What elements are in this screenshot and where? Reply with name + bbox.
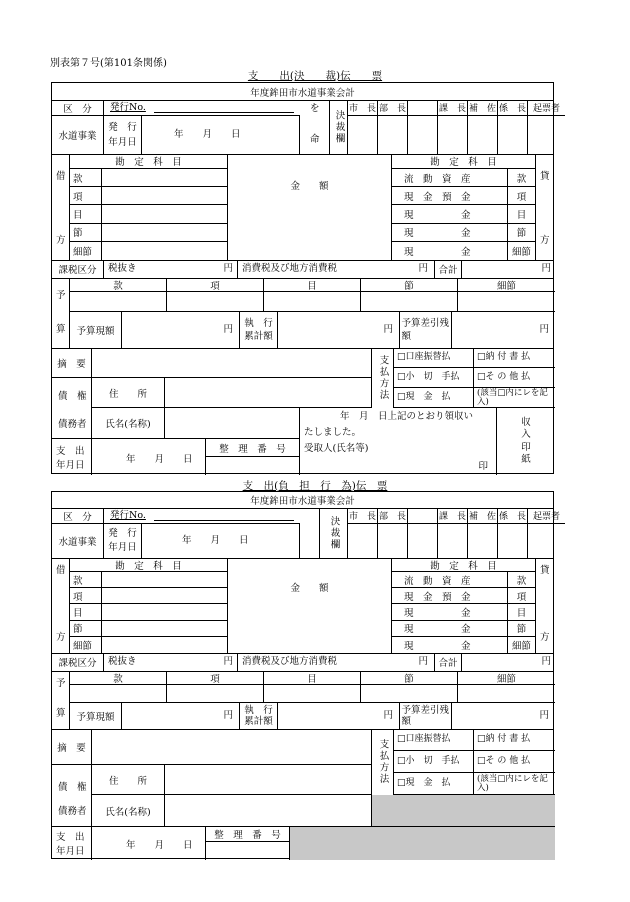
debit-kamoku-header: 勘 定 科 目 (70, 154, 228, 169)
form1-header-band (52, 100, 560, 155)
kessai-ran-label: 決裁欄 (330, 100, 348, 154)
budget-field[interactable] (167, 685, 264, 702)
suido-jigyo-label: 水道事業 (52, 116, 104, 154)
payment-note: (該当□内にレを記入) (477, 388, 548, 407)
yosan-sashihiki-label: 予算差引残 額 (401, 704, 469, 727)
credit-account-label: 流 動 資 産 (392, 572, 508, 588)
gokei-label: 合計 (434, 260, 462, 278)
debit-account-field[interactable] (102, 621, 228, 637)
yosan-column: 予 算 (52, 278, 70, 348)
credit-level-label: 節 (508, 621, 536, 637)
shishutsu-date-label: 支 出年月日 (52, 826, 92, 860)
gokei-field[interactable]: 円 (541, 656, 551, 667)
shaded-area (290, 826, 555, 860)
gokei-label: 合計 (434, 653, 462, 671)
debit-level-label: 目 (70, 604, 102, 620)
credit-account-label: 現 金 (392, 604, 508, 620)
tekiyo-field[interactable] (92, 729, 372, 765)
approver-stamp-area (348, 100, 560, 154)
credit-level-label: 節 (508, 224, 536, 242)
debit-account-field[interactable] (102, 187, 228, 205)
budget-level-label: 細節 (458, 671, 555, 685)
payment-options (394, 348, 555, 408)
kingaku-column[interactable]: 金 額 (228, 558, 392, 653)
credit-level-label: 款 (508, 169, 536, 187)
form2-voucher (51, 491, 560, 859)
shikko-ruikei-field[interactable]: 円 (278, 703, 400, 729)
form1-budget-band (52, 278, 553, 349)
form2-tax-row (52, 653, 553, 672)
approver-stamp-box[interactable] (378, 524, 408, 558)
credit-level-label: 項 (508, 187, 536, 205)
credit-level-label: 細節 (508, 637, 536, 653)
saimusha-label: 債 権 債務者 (52, 378, 92, 438)
approver-label (408, 508, 438, 524)
shishutsu-date-field[interactable]: 年 月 日 (92, 826, 206, 860)
hakko-date-label: 発 行年月日 (104, 524, 142, 558)
form1-voucher (51, 82, 560, 474)
form-reference-note: 別表第７号(第101条関係) (50, 58, 167, 69)
zeinuki-field[interactable]: 税抜き 円 (104, 653, 238, 671)
payment-options (394, 729, 555, 795)
debit-level-label: 節 (70, 621, 102, 637)
seiri-bango-field[interactable] (206, 457, 300, 475)
credit-account-label: 流 動 資 産 (392, 169, 508, 187)
debit-level-label: 節 (70, 224, 102, 242)
debit-account-field[interactable] (102, 205, 228, 223)
shimei-label: 氏名(名称) (105, 419, 151, 430)
form2-budget-band (52, 671, 553, 730)
debit-account-field[interactable] (102, 169, 228, 187)
yosan-gengaku-label: 予算現額 (70, 703, 122, 729)
debit-level-label: 項 (70, 588, 102, 604)
payment-option[interactable]: □納 付 書 払 (474, 729, 555, 751)
tekiyo-label: 摘 要 (52, 348, 92, 378)
approver-stamp-box[interactable] (528, 524, 565, 558)
receipt-area[interactable]: 年 月 日上記のとおり領収い たしました。 受取人(氏名等) 印 (304, 411, 488, 472)
credit-level-label: 目 (508, 205, 536, 223)
payment-option[interactable]: □納 付 書 払 (474, 348, 555, 368)
shohizei-field[interactable]: 消費税及び地方消費税 円 (242, 263, 428, 274)
debit-level-label: 款 (70, 169, 102, 187)
credit-kamoku-header: 勘 定 科 目 (392, 154, 536, 169)
budget-level-label: 項 (167, 278, 264, 292)
credit-account-label: 現 金 預 金 (392, 588, 508, 604)
credit-account-label: 現 金 (392, 224, 508, 242)
approver-label: 起票者 (528, 100, 565, 116)
approver-stamp-box[interactable] (498, 116, 528, 154)
approver-stamp-box[interactable] (378, 116, 408, 154)
kazei-kubun-label: 課税区分 (52, 260, 104, 278)
approver-stamp-box[interactable] (438, 524, 468, 558)
shaded-area (372, 795, 555, 826)
budget-field[interactable] (264, 292, 361, 311)
approver-stamp-box[interactable] (348, 524, 378, 558)
form1-org-title: 年度鉾田市水道事業会計 (52, 83, 553, 101)
saimusha-label: 債 権 債務者 (52, 765, 92, 826)
kubun-label: 区 分 (52, 100, 104, 116)
debit-rows (70, 169, 228, 260)
shishutsu-date-field[interactable]: 年 月 日 (92, 438, 206, 475)
kubun-label: 区 分 (52, 508, 104, 524)
approver-label: 係 長 (498, 100, 528, 116)
approver-stamp-box[interactable] (408, 116, 438, 154)
credit-level-label: 款 (508, 572, 536, 588)
approver-label: 補 佐 (468, 100, 498, 116)
debit-level-label: 細節 (70, 637, 102, 653)
approver-label: 課 長 (438, 100, 468, 116)
hakko-no-field[interactable]: 発行No. (104, 100, 300, 116)
tekiyo-label: 摘 要 (52, 729, 92, 765)
form2-account-band (52, 558, 553, 654)
budget-grid (70, 278, 555, 312)
gokei-field[interactable]: 円 (541, 263, 551, 274)
budget-level-label: 款 (70, 671, 167, 685)
hakko-date-field[interactable]: 年 月 日 (142, 524, 300, 558)
debit-level-label: 項 (70, 187, 102, 205)
shiharai-hoho-label: 支払方法 (372, 348, 394, 408)
zeinuki-field[interactable]: 税抜き 円 (104, 260, 238, 278)
budget-field[interactable] (361, 292, 458, 311)
debit-account-field[interactable] (102, 604, 228, 620)
budget-level-label: 款 (70, 278, 167, 292)
approver-stamp-box[interactable] (528, 116, 565, 154)
tekiyo-field[interactable] (92, 348, 372, 378)
budget-field[interactable] (167, 292, 264, 311)
approver-stamp-box[interactable] (498, 524, 528, 558)
budget-field[interactable] (264, 685, 361, 702)
credit-account-label: 現 金 (392, 637, 508, 653)
approver-label: 部 長 (378, 100, 408, 116)
approver-label: 補 佐 (468, 508, 498, 524)
yosan-gengaku-field[interactable]: 円 (122, 703, 240, 729)
shimei-field[interactable] (164, 408, 300, 438)
approver-label: 起票者 (528, 508, 565, 524)
credit-rows (392, 169, 536, 260)
payment-option[interactable]: □現 金 払 (394, 773, 474, 795)
jusho-field[interactable] (164, 378, 372, 408)
credit-rows (392, 572, 536, 653)
payment-note: (該当□内にレを記入) (477, 774, 548, 793)
jusho-label: 住 所 (92, 765, 164, 795)
hakko-no-field[interactable]: 発行No. (104, 508, 300, 524)
credit-kamoku-header: 勘 定 科 目 (392, 558, 536, 572)
budget-field[interactable] (458, 685, 555, 702)
yosan-gengaku-label: 予算現額 (70, 312, 122, 348)
kashi-column: 貸 方 (540, 565, 550, 643)
credit-level-label: 細節 (508, 242, 536, 260)
budget-field[interactable] (70, 685, 167, 702)
approver-label: 係 長 (498, 508, 528, 524)
kingaku-column[interactable]: 金 額 (228, 154, 392, 260)
debit-level-label: 目 (70, 205, 102, 223)
form2-org-title: 年度鉾田市水道事業会計 (52, 492, 553, 509)
approver-label: 部 長 (378, 508, 408, 524)
blank-column (300, 508, 320, 558)
shohizei-field[interactable]: 消費税及び地方消費税 円 (242, 656, 428, 667)
budget-level-label: 目 (264, 278, 361, 292)
shiharai-hoho-label: 支払方法 (372, 729, 394, 795)
debit-account-field[interactable] (102, 224, 228, 242)
approver-stamp-box[interactable] (408, 524, 438, 558)
yosan-column: 予 算 (52, 671, 70, 729)
kari-column: 借 方 (52, 558, 70, 653)
kari-column: 借 方 (52, 154, 70, 260)
approver-stamp-area (348, 508, 560, 558)
budget-level-label: 節 (361, 671, 458, 685)
payment-option[interactable]: □口座振替払 (394, 348, 474, 368)
yosan-sashihiki-label: 予算差引残 額 (400, 312, 452, 348)
approver-label (408, 100, 438, 116)
budget-level-label: 細節 (458, 278, 555, 292)
payment-option[interactable]: □そ の 他 払 (474, 751, 555, 773)
form1-tax-row (52, 260, 553, 279)
approver-stamp-box[interactable] (438, 116, 468, 154)
suido-jigyo-label: 水道事業 (52, 524, 104, 558)
budget-level-label: 項 (167, 671, 264, 685)
approver-stamp-box[interactable] (468, 116, 498, 154)
budget-field[interactable] (70, 292, 167, 311)
shikko-ruikei-field[interactable]: 円 (278, 312, 400, 348)
credit-level-label: 項 (508, 588, 536, 604)
approver-stamp-box[interactable] (468, 524, 498, 558)
meirei-column: を 命 (300, 100, 330, 154)
debit-rows (70, 572, 228, 653)
payment-option[interactable]: □そ の 他 払 (474, 368, 555, 388)
approver-label: 課 長 (438, 508, 468, 524)
approver-stamp-box[interactable] (348, 116, 378, 154)
debit-kamoku-header: 勘 定 科 目 (70, 558, 228, 572)
credit-account-label: 現 金 (392, 205, 508, 223)
form1-account-band (52, 154, 553, 261)
credit-account-label: 現 金 (392, 242, 508, 260)
credit-level-label: 目 (508, 604, 536, 620)
budget-grid (70, 671, 555, 703)
shimei-label: 氏名(名称) (105, 806, 151, 818)
credit-account-label: 現 金 (392, 621, 508, 637)
payment-option[interactable]: □小 切 手払 (394, 751, 474, 773)
approver-label: 市 長 (348, 508, 378, 524)
yosan-sashihiki-field[interactable]: 円 (539, 710, 549, 721)
seiri-bango-label: 整 理 番 号 (206, 438, 300, 457)
debit-level-label: 款 (70, 572, 102, 588)
budget-field[interactable] (458, 292, 555, 311)
jusho-field[interactable] (164, 765, 372, 795)
debit-account-field[interactable] (102, 242, 228, 260)
kessai-ran-label: 決裁欄 (320, 508, 348, 558)
form2-title: 支 出(負 担 行 為)伝 票 (242, 480, 388, 492)
payment-option[interactable]: □現 金 払 (394, 388, 474, 408)
shishutsu-date-label: 支 出年月日 (52, 438, 92, 475)
form2-tekiyo-band (52, 729, 553, 826)
hakko-date-field[interactable]: 年 月 日 (142, 116, 300, 154)
debit-account-field[interactable] (102, 572, 228, 588)
form2-header-band (52, 508, 560, 559)
credit-account-label: 現 金 預 金 (392, 187, 508, 205)
budget-level-label: 節 (361, 278, 458, 292)
budget-level-label: 目 (264, 671, 361, 685)
yosan-sashihiki-field[interactable]: 円 (539, 324, 549, 335)
shunyu-inshi-area: 収入印紙 (496, 408, 555, 475)
approver-label: 市 長 (348, 100, 378, 116)
debit-account-field[interactable] (102, 588, 228, 604)
budget-field[interactable] (361, 685, 458, 702)
payment-option[interactable]: □口座振替払 (394, 729, 474, 751)
shikko-ruikei-label: 執 行累計額 (240, 312, 278, 348)
payment-option[interactable]: □小 切 手払 (394, 368, 474, 388)
kazei-kubun-label: 課税区分 (52, 653, 104, 671)
jusho-label: 住 所 (92, 378, 164, 408)
shimei-field[interactable] (164, 795, 372, 826)
debit-level-label: 細節 (70, 242, 102, 260)
hakko-date-label: 発 行年月日 (104, 116, 142, 154)
shikko-ruikei-label: 執 行累計額 (240, 703, 278, 729)
debit-account-field[interactable] (102, 637, 228, 653)
seiri-bango-field[interactable] (206, 842, 290, 860)
seiri-bango-label: 整 理 番 号 (206, 826, 290, 842)
yosan-gengaku-field[interactable]: 円 (122, 312, 240, 348)
kashi-column: 貸 方 (540, 171, 550, 246)
form1-title: 支 出(決 裁)伝 票 (247, 70, 383, 82)
